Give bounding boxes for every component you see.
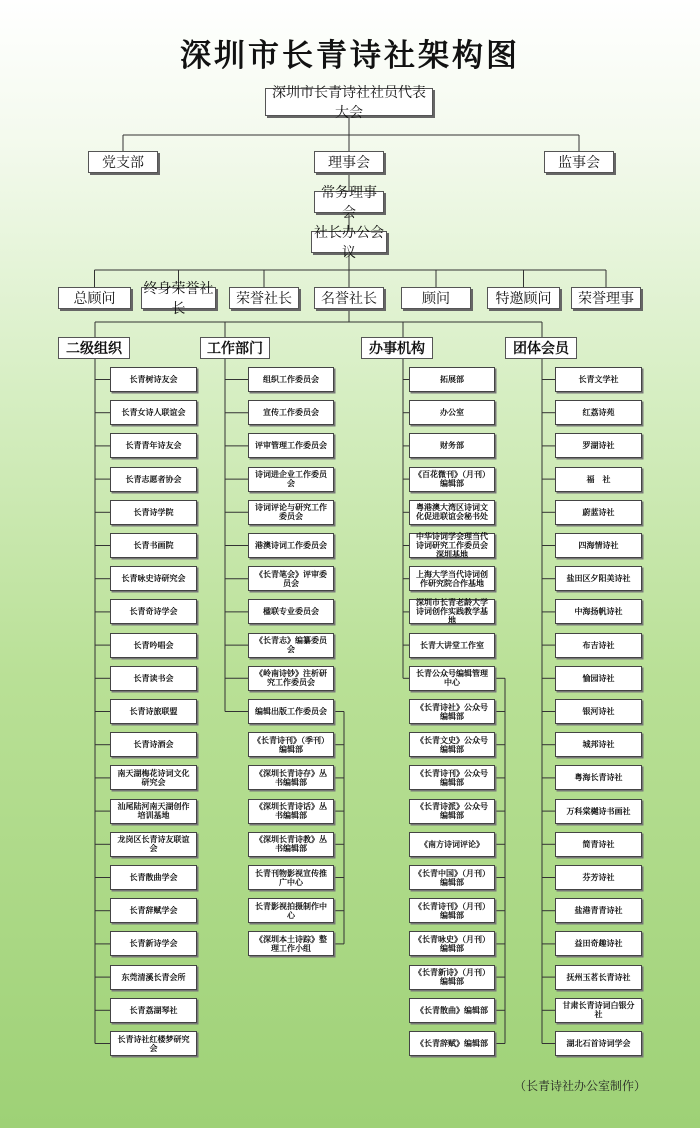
column-1-item-16: 长青散曲学会 — [110, 865, 197, 890]
column-3-item-1: 拓展部 — [409, 367, 495, 392]
column-2-sub-item-4: 《深圳长青诗教》丛书编辑部 — [248, 832, 334, 857]
column-1-item-20: 长青荔湖琴社 — [110, 998, 197, 1023]
column-4-item-21: 湖北石首诗词学会 — [555, 1031, 642, 1056]
honorary-node-4: 名誉社长 — [314, 287, 384, 309]
column-4-item-2: 红荔诗苑 — [555, 400, 642, 425]
column-header-3: 办事机构 — [361, 337, 433, 359]
column-3-sub-item-7: 《长青诗刊》（月刊）编辑部 — [409, 898, 495, 923]
column-3-sub-item-5: 《南方诗词评论》 — [409, 832, 495, 857]
column-2-item-10: 《岭南诗钞》注析研究工作委员会 — [248, 666, 334, 691]
column-1-item-18: 长青新诗学会 — [110, 931, 197, 956]
column-3-item-6: 中华诗词学会理当代诗词研究工作委员会深圳基地 — [409, 533, 495, 558]
column-3-sub-item-6: 《长青中国》（月刊）编辑部 — [409, 865, 495, 890]
column-3-sub-item-1: 《长青诗社》公众号编辑部 — [409, 699, 495, 724]
column-4-item-11: 银河诗社 — [555, 699, 642, 724]
column-header-4: 团体会员 — [505, 337, 577, 359]
column-2-sub-item-6: 长青影视拍摄制作中心 — [248, 898, 334, 923]
column-4-item-3: 罗湖诗社 — [555, 433, 642, 458]
column-header-2: 工作部门 — [200, 337, 270, 359]
party-branch-node: 党支部 — [88, 151, 158, 173]
column-1-item-3: 长青青年诗友会 — [110, 433, 197, 458]
column-4-item-18: 益田奇趣诗社 — [555, 931, 642, 956]
column-3-item-5: 粤港澳大湾区诗词文化促进联谊会秘书处 — [409, 500, 495, 525]
column-2-item-6: 港澳诗词工作委员会 — [248, 533, 334, 558]
honorary-node-5: 顾问 — [401, 287, 471, 309]
column-1-item-1: 长青树诗友会 — [110, 367, 197, 392]
column-4-item-6: 四海情诗社 — [555, 533, 642, 558]
standing-council-node: 常务理事会 — [314, 191, 384, 213]
column-2-sub-item-2: 《深圳长青诗存》丛书编辑部 — [248, 765, 334, 790]
column-1-item-11: 长青诗旅联盟 — [110, 699, 197, 724]
column-4-item-16: 芬芳诗社 — [555, 865, 642, 890]
column-4-item-12: 城邦诗社 — [555, 732, 642, 757]
column-3-item-7: 上海大学当代诗词创作研究院合作基地 — [409, 566, 495, 591]
column-4-item-19: 抚州玉茗长青诗社 — [555, 965, 642, 990]
column-3-sub-item-2: 《长青文史》公众号编辑部 — [409, 732, 495, 757]
column-1-item-19: 东莞清溪长青会所 — [110, 965, 197, 990]
column-1-item-5: 长青诗学院 — [110, 500, 197, 525]
column-2-item-2: 宣传工作委员会 — [248, 400, 334, 425]
honorary-node-2: 终身荣誉社长 — [141, 287, 216, 309]
column-1-item-12: 长青诗酒会 — [110, 732, 197, 757]
column-2-item-9: 《长青志》编纂委员会 — [248, 633, 334, 658]
column-4-item-10: 愉园诗社 — [555, 666, 642, 691]
column-4-item-1: 长青文学社 — [555, 367, 642, 392]
column-3-sub-item-10: 《长青散曲》编辑部 — [409, 998, 495, 1023]
column-1-item-9: 长青吟唱会 — [110, 633, 197, 658]
column-2-item-1: 组织工作委员会 — [248, 367, 334, 392]
column-3-item-4: 《百花微刊》（月刊）编辑部 — [409, 467, 495, 492]
column-1-item-21: 长青诗社红楼梦研究会 — [110, 1031, 197, 1056]
column-3-item-8: 深圳市长青老龄大学诗词创作实践教学基地 — [409, 599, 495, 624]
column-2-sub-item-7: 《深圳本土诗踪》整理工作小组 — [248, 931, 334, 956]
column-4-item-4: 福 社 — [555, 467, 642, 492]
column-2-sub-item-1: 《长青诗刊》（季刊）编辑部 — [248, 732, 334, 757]
column-3-sub-item-3: 《长青诗刊》公众号编辑部 — [409, 765, 495, 790]
column-4-item-15: 简青诗社 — [555, 832, 642, 857]
column-3-sub-item-9: 《长青新诗》（月刊）编辑部 — [409, 965, 495, 990]
column-2-item-11: 编辑出版工作委员会 — [248, 699, 334, 724]
column-3-sub-item-8: 《长青咏史》（月刊）编辑部 — [409, 931, 495, 956]
column-3-item-3: 财务部 — [409, 433, 495, 458]
column-3-item-9: 长青大讲堂工作室 — [409, 633, 495, 658]
honorary-node-7: 荣誉理事 — [571, 287, 641, 309]
column-1-item-17: 长青辞赋学会 — [110, 898, 197, 923]
column-1-item-8: 长青奇诗学会 — [110, 599, 197, 624]
column-2-item-3: 评审管理工作委员会 — [248, 433, 334, 458]
column-1-item-10: 长青读书会 — [110, 666, 197, 691]
page-title: 深圳市长青诗社架构图 — [180, 38, 520, 74]
office-meeting-node: 社长办公会议 — [311, 231, 387, 253]
honorary-node-1: 总顾问 — [58, 287, 131, 309]
column-3-item-10: 长青公众号编辑管理中心 — [409, 666, 495, 691]
column-1-item-13: 南天湖梅花诗词文化研究会 — [110, 765, 197, 790]
column-1-item-4: 长青志愿者协会 — [110, 467, 197, 492]
column-2-item-7: 《长青笔会》评审委员会 — [248, 566, 334, 591]
column-4-item-9: 布吉诗社 — [555, 633, 642, 658]
congress-node: 深圳市长青诗社社员代表大会 — [265, 88, 433, 116]
column-1-item-2: 长青女诗人联谊会 — [110, 400, 197, 425]
column-1-item-7: 长青咏史诗研究会 — [110, 566, 197, 591]
footer-credit: （长青诗社办公室制作） — [513, 1079, 646, 1093]
honorary-node-6: 特邀顾问 — [487, 287, 560, 309]
column-4-item-13: 粤海长青诗社 — [555, 765, 642, 790]
column-4-item-5: 蔚蓝诗社 — [555, 500, 642, 525]
column-4-item-8: 中海扬帆诗社 — [555, 599, 642, 624]
column-2-item-5: 诗词评论与研究工作委员会 — [248, 500, 334, 525]
council-node: 理事会 — [314, 151, 384, 173]
supervisors-node: 监事会 — [544, 151, 614, 173]
column-2-item-4: 诗词进企业工作委员会 — [248, 467, 334, 492]
column-header-1: 二级组织 — [58, 337, 130, 359]
column-3-sub-item-11: 《长青辞赋》编辑部 — [409, 1031, 495, 1056]
column-2-sub-item-5: 长青刊物影视宣传推广中心 — [248, 865, 334, 890]
column-3-item-2: 办公室 — [409, 400, 495, 425]
column-4-item-7: 盐田区夕阳美诗社 — [555, 566, 642, 591]
column-2-item-8: 楹联专业委员会 — [248, 599, 334, 624]
column-2-sub-item-3: 《深圳长青诗话》丛书编辑部 — [248, 799, 334, 824]
column-4-item-17: 盐港青青诗社 — [555, 898, 642, 923]
column-4-item-20: 甘肃长青诗词白银分社 — [555, 998, 642, 1023]
honorary-node-3: 荣誉社长 — [229, 287, 299, 309]
column-3-sub-item-4: 《长青诗派》公众号编辑部 — [409, 799, 495, 824]
column-1-item-15: 龙岗区长青诗友联谊会 — [110, 832, 197, 857]
column-4-item-14: 万科棠樾诗书画社 — [555, 799, 642, 824]
column-1-item-14: 汕尾陆河南天湖创作培训基地 — [110, 799, 197, 824]
column-1-item-6: 长青书画院 — [110, 533, 197, 558]
